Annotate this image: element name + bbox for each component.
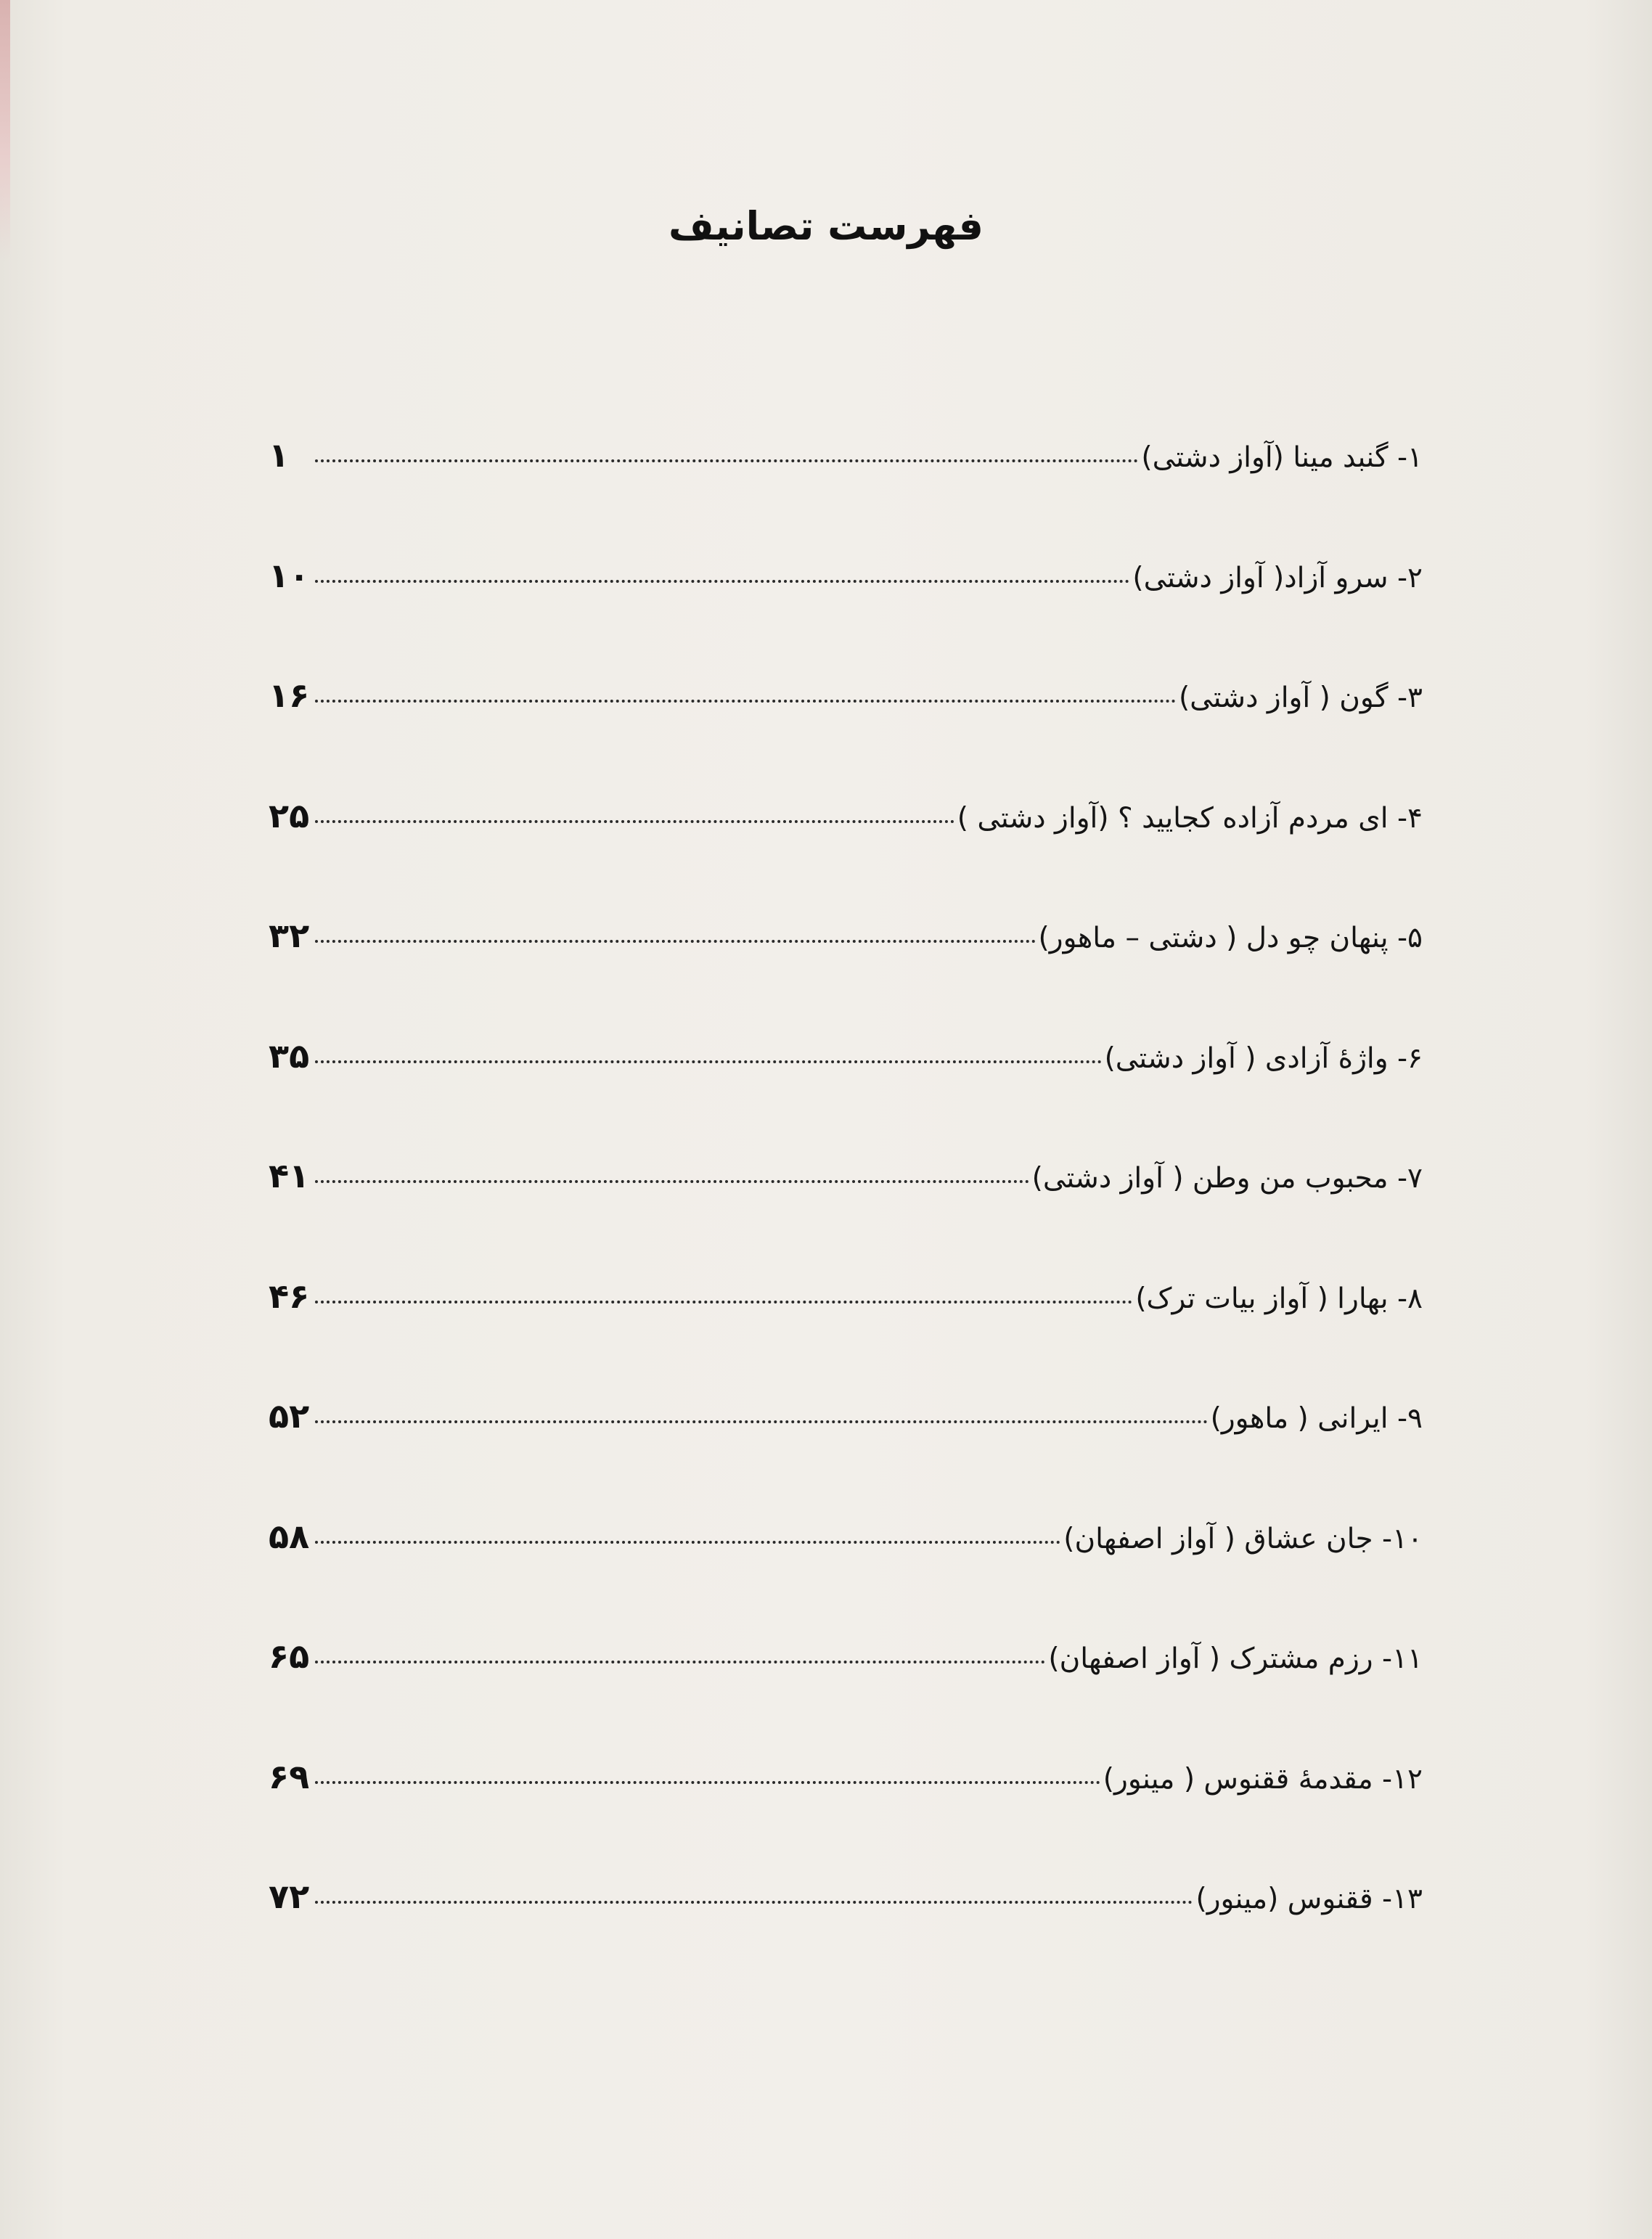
- dot-leader: [315, 1661, 1045, 1663]
- toc-entry: [269, 796, 1423, 917]
- dot-leader: [315, 1420, 1208, 1423]
- toc-entry: [269, 1877, 1423, 1997]
- toc-entry: [269, 435, 1423, 556]
- toc-entry-title: ۱۳- ققنوس (مینور): [1195, 1883, 1423, 1915]
- dot-leader: [315, 459, 1138, 462]
- table-of-contents: [269, 435, 1423, 1997]
- toc-entry: [269, 1156, 1423, 1277]
- toc-entry-title: ۷- محبوب من وطن ( آواز دشتی): [1031, 1162, 1423, 1195]
- toc-entry-title: ۹- ایرانی ( ماهور): [1210, 1402, 1423, 1435]
- page-title: فهرست تصانیف: [668, 203, 984, 249]
- toc-entry: [269, 1517, 1423, 1637]
- toc-entry: [269, 1277, 1423, 1397]
- toc-entry-title: ۶- واژهٔ آزادی ( آواز دشتی): [1104, 1041, 1423, 1075]
- toc-entry-title: ۳- گون ( آواز دشتی): [1178, 681, 1423, 714]
- toc-entry: [269, 1637, 1423, 1757]
- toc-entry: [269, 1396, 1423, 1517]
- toc-entry: [269, 1757, 1423, 1878]
- toc-page-number: ۱۰: [269, 555, 310, 595]
- toc-page-number: ۳۵: [269, 1036, 310, 1076]
- toc-page-number: ۱: [269, 435, 290, 475]
- dot-leader: [315, 820, 954, 823]
- toc-entry: [269, 1036, 1423, 1157]
- toc-entry-title: ۱۲- مقدمهٔ ققنوس ( مینور): [1103, 1762, 1423, 1796]
- dot-leader: [315, 1180, 1029, 1183]
- toc-entry-title: ۱۱- رزم مشترک ( آواز اصفهان): [1048, 1642, 1423, 1675]
- toc-entry-title: ۱۰- جان عشاق ( آواز اصفهان): [1063, 1522, 1423, 1555]
- dot-leader: [315, 1060, 1102, 1063]
- dot-leader: [315, 1781, 1100, 1784]
- dot-leader: [315, 1301, 1132, 1303]
- toc-entry: [269, 676, 1423, 796]
- toc-page-number: ۱۶: [269, 676, 310, 715]
- toc-page-number: ۴۱: [269, 1156, 310, 1195]
- dot-leader: [315, 1901, 1193, 1904]
- dot-leader: [315, 1541, 1060, 1544]
- toc-page-number: ۳۲: [269, 916, 310, 955]
- toc-entry: [269, 556, 1423, 676]
- toc-page-number: ۵۸: [269, 1516, 310, 1556]
- toc-page-number: ۶۵: [269, 1637, 310, 1676]
- toc-entry-title: ۲- سرو آزاد( آواز دشتی): [1132, 561, 1423, 594]
- toc-entry-title: ۱- گنبد مینا (آواز دشتی): [1141, 441, 1423, 474]
- toc-entry-title: ۸- بهارا ( آواز بیات ترک): [1135, 1282, 1423, 1315]
- toc-page-number: ۲۵: [269, 795, 310, 835]
- toc-page-number: ۷۲: [269, 1877, 310, 1916]
- toc-entry: [269, 916, 1423, 1036]
- dot-leader: [315, 580, 1129, 583]
- dot-leader: [315, 940, 1036, 943]
- dot-leader: [315, 700, 1176, 703]
- toc-page-number: ۴۶: [269, 1276, 310, 1316]
- toc-entry-title: ۵- پنهان چو دل ( دشتی – ماهور): [1038, 922, 1423, 954]
- toc-page-number: ۶۹: [269, 1756, 310, 1796]
- toc-page-number: ۵۲: [269, 1396, 310, 1436]
- toc-entry-title: ۴- ای مردم آزاده کجایید ؟ (آواز دشتی ): [957, 801, 1423, 835]
